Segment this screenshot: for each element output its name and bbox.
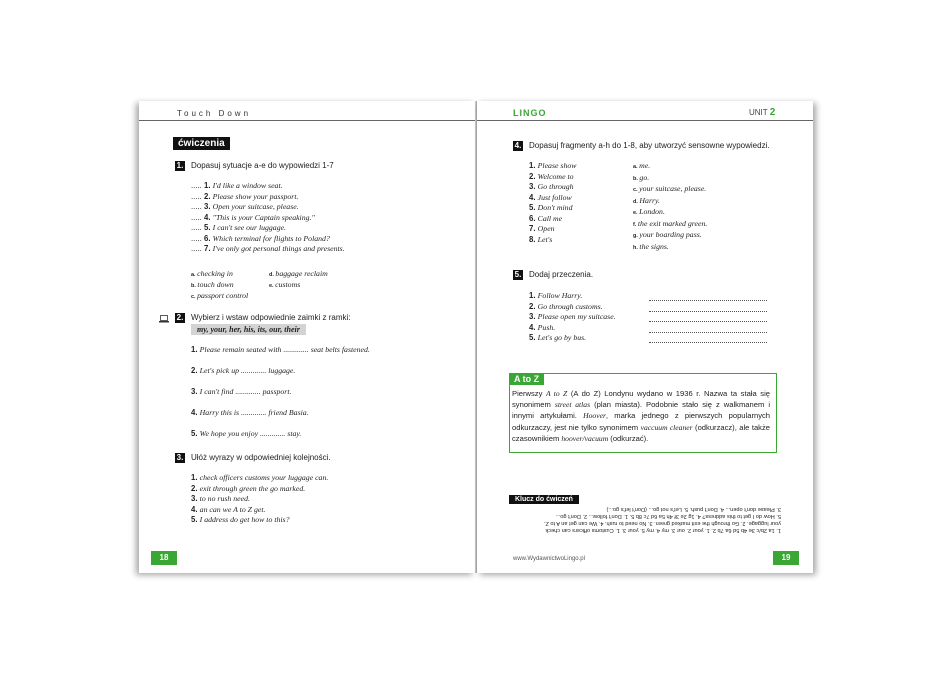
exercise-4-instruction: Dopasuj fragmenty a-h do 1-8, aby utworzyć sensowne wypowiedzi. <box>529 141 770 150</box>
page-number-right: 19 <box>773 551 799 565</box>
item-number: 1. <box>191 473 200 482</box>
option-letter: e. <box>269 283 276 289</box>
az-text-part: (A do Z) Londynu wydano w 1936 r. Nazwa ta stała się synonimem <box>512 389 773 410</box>
item-text: Just follow <box>537 192 572 202</box>
item-number: 2. <box>529 171 538 181</box>
item-text: Push. <box>537 322 556 332</box>
exercise-1-instruction: Dopasuj sytuacje a-e do wypowiedzi 1-7 <box>191 161 334 170</box>
option-letter: d. <box>269 272 276 278</box>
a-to-z-text <box>512 388 773 444</box>
answer-blank[interactable] <box>649 324 767 333</box>
exercise-2-items <box>191 345 370 450</box>
item-number: 1. <box>529 291 538 300</box>
item-number: 3. <box>529 312 538 321</box>
exercise-4-left-item <box>529 172 576 183</box>
item-number: 7. <box>204 244 213 253</box>
item-text: I can't see our luggage. <box>212 223 287 232</box>
option-letter: c. <box>191 294 198 300</box>
answer-key-title: Klucz do ćwiczeń <box>509 495 579 504</box>
item-text: "This is your Captain speaking." <box>212 212 315 222</box>
az-text-part: A to Z <box>545 389 568 398</box>
exercise-3-instruction: Ułóż wyrazy w odpowiedniej kolejności. <box>191 453 331 462</box>
exercise-2-item <box>191 345 370 356</box>
option-text: the signs. <box>639 241 669 251</box>
option-letter: b. <box>191 283 198 289</box>
item-text: Follow Harry. <box>537 291 583 300</box>
item-text: exit through green the go marked. <box>199 483 306 493</box>
pronoun-box: my, your, her, his, its, our, their <box>191 324 306 335</box>
exercise-3-item <box>191 473 328 484</box>
exercise-4-right-column <box>633 161 707 253</box>
exercise-3-items <box>191 473 328 526</box>
item-number: 2. <box>191 483 200 493</box>
item-number: 2. <box>191 366 200 375</box>
item-number: 6. <box>204 233 213 243</box>
exercise-4-left-item <box>529 235 576 246</box>
item-number: 3. <box>191 387 200 396</box>
answer-dots: ..... <box>191 212 204 222</box>
option-text: touch down <box>197 280 234 289</box>
exercise-4-right-item <box>633 173 707 185</box>
exercise-2-item <box>191 429 370 440</box>
answer-dots: ..... <box>191 244 204 253</box>
az-text-part: (plan miasta). Podobnie stało się z walkmanem i innymi artykułami. <box>512 400 773 421</box>
answer-dots: ..... <box>191 191 204 201</box>
answer-key-line: 1. 1a 2b/c 3e 4b 5d 6a 7b 2. 1. your 2. our 3. my 4. my 5. your 3. 1. Customs officers can check <box>545 527 781 533</box>
answer-blank[interactable] <box>649 334 767 343</box>
exercise-4-right-item <box>633 207 707 219</box>
item-number: 5. <box>204 223 213 232</box>
option-text: Harry. <box>639 195 660 205</box>
exercise-3-number: 3. <box>176 453 184 462</box>
exercise-1-item <box>191 192 345 203</box>
exercise-1-options <box>191 269 391 305</box>
exercise-2-instruction: Wybierz i wstaw odpowiednie zaimki z ramki: <box>191 313 351 322</box>
item-number: 7. <box>529 224 538 233</box>
option-letter: e. <box>633 210 640 216</box>
exercise-2-item <box>191 408 370 419</box>
option-text: me. <box>639 161 651 170</box>
exercise-1-item <box>191 244 345 255</box>
header-rule <box>477 120 813 121</box>
item-text: Go through customs. <box>537 301 603 311</box>
item-text: Open your suitcase, please. <box>212 202 299 211</box>
option-text: your suitcase, please. <box>639 184 707 193</box>
exercise-1-option <box>269 280 300 292</box>
a-to-z-box <box>509 373 777 453</box>
option-text: checking in <box>197 269 233 278</box>
item-number: 4. <box>529 322 538 332</box>
answer-dots: ..... <box>191 181 204 190</box>
option-text: London. <box>639 207 665 216</box>
header-rule <box>139 120 475 121</box>
item-number: 4. <box>204 212 213 222</box>
answer-dots: ..... <box>191 202 204 211</box>
exercise-1-item <box>191 181 345 192</box>
exercise-1-item <box>191 223 345 234</box>
option-letter: a. <box>191 272 198 278</box>
page-number-left: 18 <box>151 551 177 565</box>
item-text: check officers customs your luggage can. <box>199 473 329 482</box>
item-text: Please show <box>537 161 577 170</box>
exercise-5-instruction: Dodaj przeczenia. <box>529 270 594 279</box>
item-text: Welcome to <box>537 171 574 181</box>
exercise-4-right-item <box>633 219 707 231</box>
item-text: Please remain seated with ............. seat belts fastened. <box>199 345 370 354</box>
section-title: ćwiczenia <box>173 137 230 150</box>
item-text: I address do get how to this? <box>199 515 290 524</box>
a-to-z-title: A to Z <box>509 373 544 385</box>
lingo-logo: LINGO <box>513 108 547 118</box>
exercise-5-items <box>529 291 779 344</box>
exercise-1-item <box>191 202 345 213</box>
option-letter: c. <box>633 187 640 193</box>
exercise-5-item <box>529 323 779 334</box>
option-text: your boarding pass. <box>639 230 702 239</box>
az-text-part: (odkurzać). <box>608 433 649 443</box>
exercise-1-item <box>191 234 345 245</box>
item-text: Let's go by bus. <box>537 333 587 342</box>
item-text: to no rush need. <box>199 494 250 503</box>
option-letter: a. <box>633 164 640 170</box>
item-text: Harry this is ............. friend Basia. <box>199 408 309 417</box>
item-number: 5. <box>191 429 200 438</box>
exercise-3-item <box>191 505 328 516</box>
item-number: 1. <box>191 345 200 354</box>
item-text: I've only got personal things and presents. <box>212 244 345 253</box>
answer-dots: ..... <box>191 233 204 243</box>
item-text: Don't mind <box>537 203 573 212</box>
item-text: an can we A to Z get. <box>199 504 266 514</box>
option-letter: f. <box>633 221 638 228</box>
az-text-part: Hoover <box>583 411 606 421</box>
item-number: 4. <box>191 504 200 514</box>
item-number: 4. <box>529 192 538 202</box>
item-text: Let's <box>537 234 553 244</box>
option-letter: d. <box>633 198 640 205</box>
exercise-1-items <box>191 181 345 255</box>
exercise-2-number: 2. <box>176 313 184 322</box>
az-text-part: , marka jednego z pierwszych popularnych odkurzaczy, jest nie tylko synonimem <box>512 411 773 432</box>
left-page <box>139 101 475 573</box>
item-number: 5. <box>191 515 200 524</box>
answer-key-text <box>509 505 781 533</box>
exercise-3-item <box>191 484 328 495</box>
publisher-url: www.WydawnictwoLingo.pl <box>513 556 585 562</box>
answer-blank[interactable] <box>649 313 767 322</box>
item-text: I can't find ............. passport. <box>199 387 292 396</box>
exercise-3-item <box>191 494 328 505</box>
az-text-part: (odkurzacz), ale także czasownikiem <box>512 422 773 443</box>
option-text: the exit marked green. <box>637 218 708 228</box>
item-number: 4. <box>191 408 200 417</box>
running-title: Touch Down <box>177 109 252 118</box>
exercise-4-right-item <box>633 196 707 208</box>
item-number: 3. <box>204 202 213 211</box>
item-text: I'd like a window seat. <box>212 181 283 190</box>
item-text: Please show your passport. <box>212 191 299 201</box>
laptop-icon <box>159 315 169 323</box>
exercise-1-item <box>191 213 345 224</box>
exercise-4-left-item <box>529 203 576 214</box>
item-number: 1. <box>529 161 538 170</box>
exercise-1-option <box>191 291 248 303</box>
item-number: 1. <box>204 181 213 190</box>
item-number: 3. <box>529 182 538 191</box>
answer-key-line: your luggage. 2. Go through the exit marked green. 3. No need to rush. 4. We can get an A to Z. <box>543 520 781 526</box>
exercise-5-item <box>529 333 779 344</box>
exercise-4-left-item <box>529 161 576 172</box>
exercise-4-right-item <box>633 242 707 254</box>
item-number: 5. <box>529 203 538 212</box>
exercise-4-left-item <box>529 193 576 204</box>
answer-key-line: 3. Please don't open... 4. Don't push. 5. Let's not go... (Don't let's go...) <box>606 506 781 512</box>
exercise-4-number: 4. <box>514 141 522 150</box>
option-letter: h. <box>633 244 640 251</box>
item-text: Go through <box>537 182 574 191</box>
exercise-4-left-item <box>529 224 576 235</box>
exercise-5-item <box>529 312 779 323</box>
item-number: 2. <box>204 191 213 201</box>
item-text: Please open my suitcase. <box>537 312 616 321</box>
az-text-part: vaccuum cleaner <box>640 422 693 432</box>
item-number: 5. <box>529 333 538 342</box>
exercise-2-item <box>191 366 370 377</box>
exercise-5-item <box>529 302 779 313</box>
exercise-4-left-column <box>529 161 576 245</box>
exercise-4-left-item <box>529 182 576 193</box>
option-text: passport control <box>197 291 249 300</box>
item-number: 8. <box>529 234 538 244</box>
option-text: go. <box>639 172 650 182</box>
exercise-2-item <box>191 387 370 398</box>
exercise-3-item <box>191 515 328 526</box>
unit-number: 2 <box>769 107 776 118</box>
right-page <box>477 101 813 573</box>
unit-text: UNIT <box>749 108 768 117</box>
item-number: 6. <box>529 213 538 223</box>
answer-blank[interactable] <box>649 292 767 301</box>
exercise-4-right-item <box>633 161 707 173</box>
option-letter: b. <box>633 175 640 182</box>
item-number: 3. <box>191 494 200 503</box>
exercise-1-option <box>269 269 328 281</box>
exercise-1-number: 1. <box>176 161 184 170</box>
item-text: Open <box>537 224 555 233</box>
exercise-4-right-item <box>633 184 707 196</box>
option-letter: g. <box>633 233 640 239</box>
exercise-1-option <box>191 280 234 292</box>
item-number: 2. <box>529 301 538 311</box>
unit-label <box>749 107 775 118</box>
item-text: Which terminal for flights to Poland? <box>212 233 330 243</box>
az-text-part: street atlas <box>554 400 591 410</box>
exercise-4-left-item <box>529 214 576 225</box>
az-text-part: Pierwszy <box>512 389 546 398</box>
item-text: We hope you enjoy ............. stay. <box>199 429 302 438</box>
exercise-4-right-item <box>633 230 707 242</box>
exercise-5-item <box>529 291 779 302</box>
item-text: Call me <box>537 213 563 223</box>
answer-key-line: 5. How do I get to this address? 4. 1g 2e 3f 4h 5a 6d 7c 8b 5. 1. Don't follow... 2. Don't go... <box>555 513 781 519</box>
item-text: Let's pick up ............. luggage. <box>199 366 296 375</box>
answer-dots: ..... <box>191 223 204 232</box>
exercise-5-number: 5. <box>514 270 522 279</box>
answer-blank[interactable] <box>649 303 767 312</box>
option-text: customs <box>275 280 301 289</box>
exercise-1-option <box>191 269 233 281</box>
option-text: baggage reclaim <box>275 269 328 278</box>
az-text-part: hoover/vacuum <box>561 433 609 443</box>
